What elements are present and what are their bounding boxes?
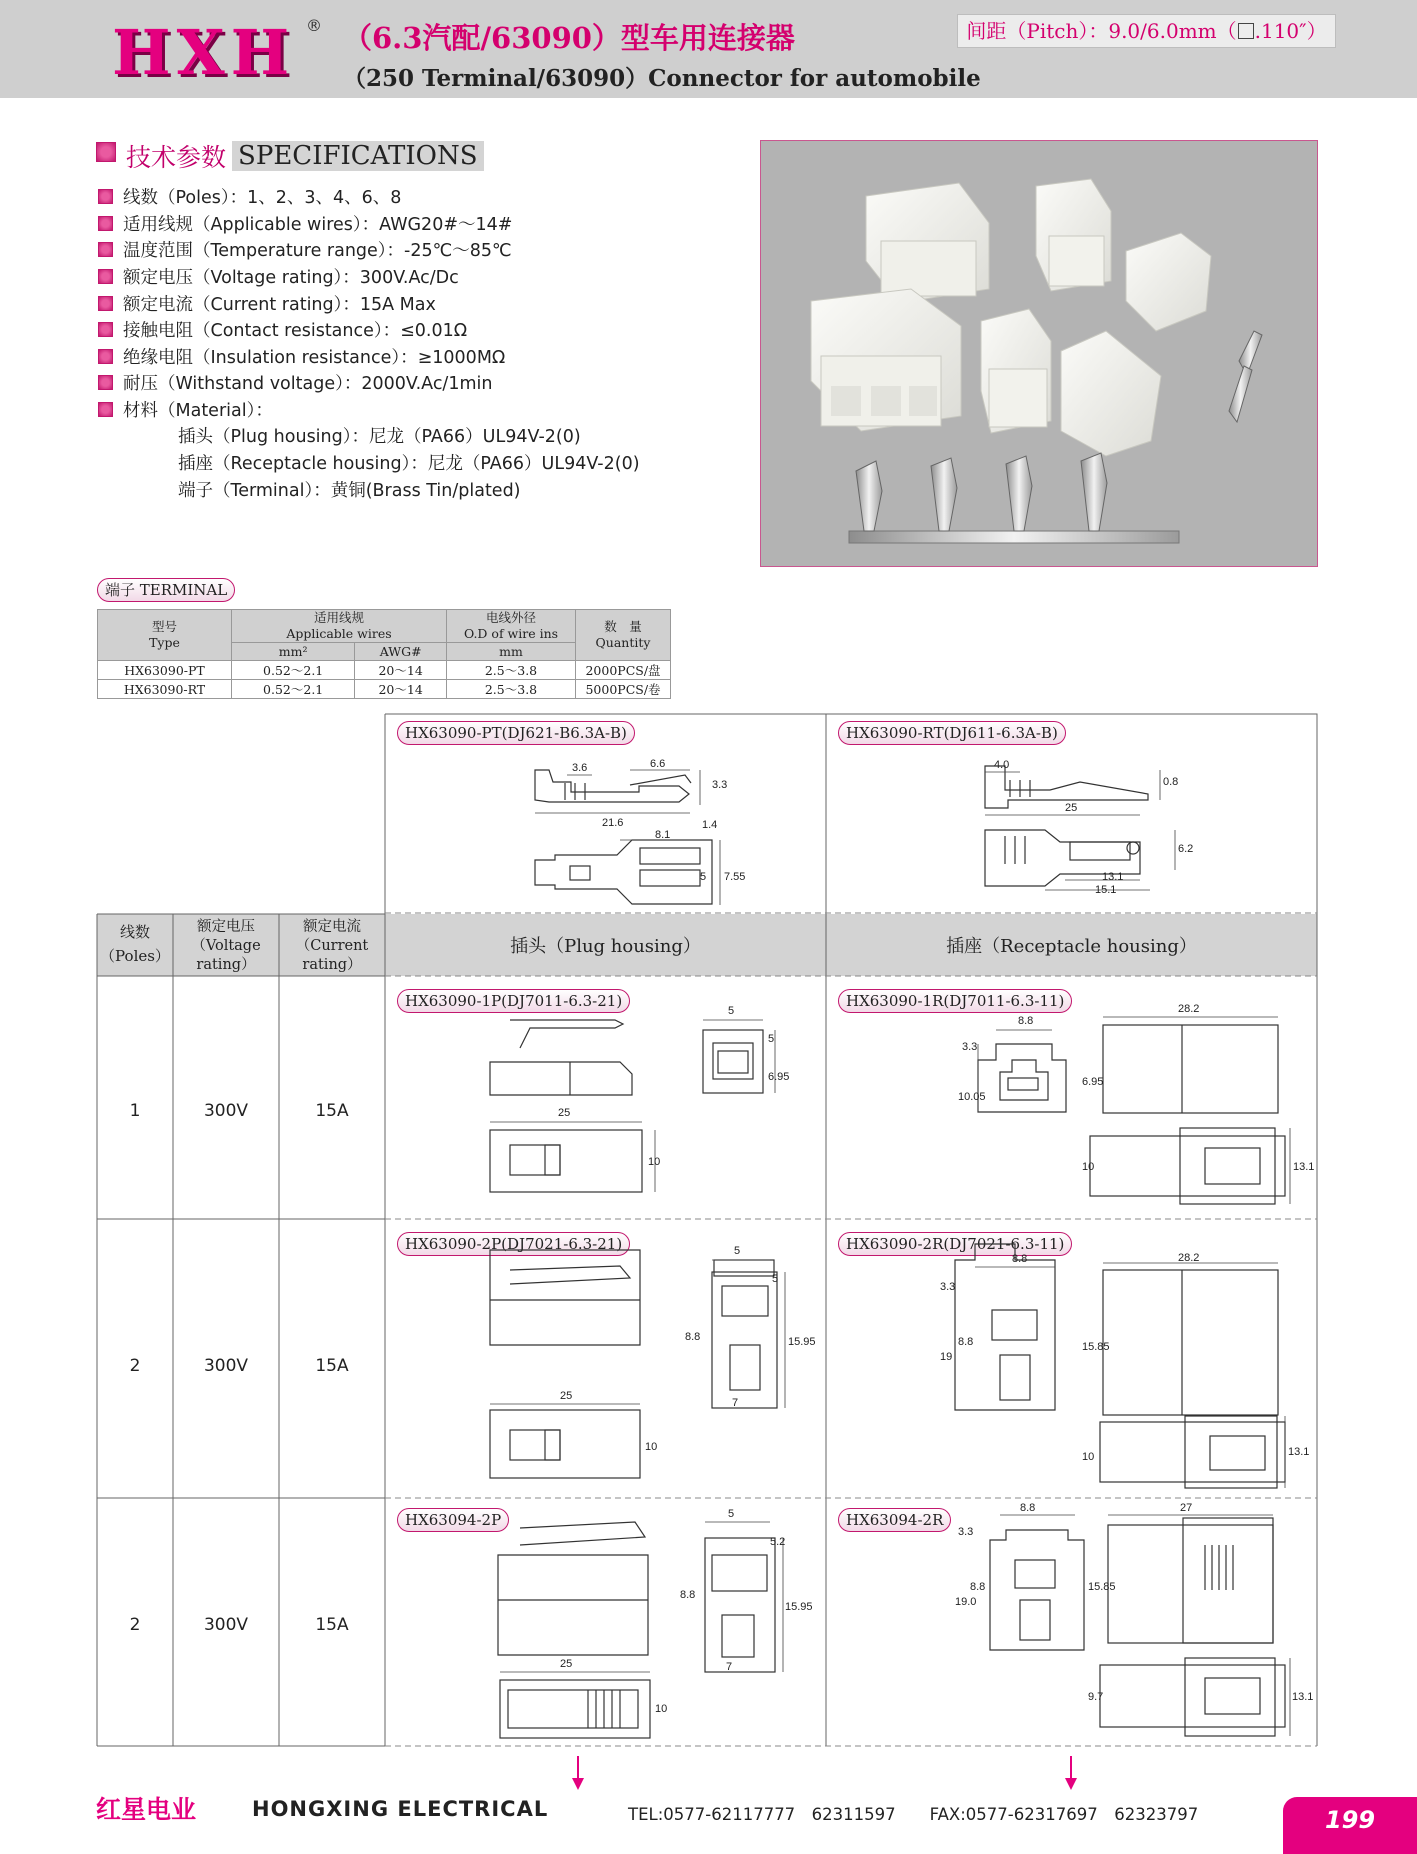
current-cell: 15A	[315, 1356, 349, 1376]
spec-text: 适用线规（Applicable wires）：AWG20#～14#	[123, 215, 513, 235]
receptacle-housing-header: 插座（Receptacle housing）	[946, 936, 1197, 957]
type-cell: HX63090-PT	[98, 661, 232, 680]
voltage-cell: 300V	[203, 1615, 249, 1635]
dim-label: 8.8	[970, 1581, 986, 1593]
down-arrow-icon	[572, 1756, 584, 1790]
spec-title-cn: 技术参数	[126, 143, 227, 172]
mm2-header: mm²	[232, 643, 355, 661]
plug-housing-header: 插头（Plug housing）	[510, 936, 701, 957]
dim-label: 8.8	[1020, 1502, 1036, 1514]
dim-label: 5	[734, 1245, 741, 1257]
dim-label: 3.3	[962, 1041, 978, 1053]
dim-label: 13.1	[1288, 1446, 1310, 1458]
poles-cell: 1	[129, 1101, 141, 1121]
poles-cell: 2	[129, 1356, 141, 1376]
mm-header: mm	[447, 643, 576, 661]
spec-text: 材料（Material）：	[123, 401, 273, 421]
dim-label: 10	[648, 1156, 661, 1168]
spec-text: 额定电压（Voltage rating）：300V.Ac/Dc	[123, 268, 459, 288]
dim-label: 28.2	[1178, 1003, 1200, 1015]
awg-cell: 20～14	[355, 680, 447, 699]
awg-cell: 20～14	[355, 661, 447, 680]
dim-label: 5	[768, 1033, 775, 1045]
dim-label: 6.6	[650, 758, 666, 770]
receptacle-2r-front-view	[955, 1244, 1055, 1410]
plug-2p-94-side-view	[498, 1522, 648, 1655]
dim-label: 5	[728, 1508, 735, 1520]
receptacle-2r-94-side-view	[1108, 1518, 1273, 1643]
plug-1p-side-view	[490, 1020, 632, 1095]
dim-label: 25	[1065, 802, 1078, 814]
plug-1p-front-view	[703, 1030, 763, 1093]
type-cell: HX63090-RT	[98, 680, 232, 699]
plug-model-label: HX63090-2P(DJ7021-6.3-21)	[397, 1232, 630, 1256]
spec-text: 耐压（Withstand voltage）：2000V.Ac/1min	[123, 374, 493, 394]
current-cell: 15A	[315, 1101, 349, 1121]
dim-label: 3.6	[572, 762, 588, 774]
page-number: 199	[1283, 1797, 1417, 1854]
dim-label: 7	[726, 1661, 733, 1673]
dim-label: 8.8	[685, 1331, 701, 1343]
dim-label: 28.2	[1178, 1252, 1200, 1264]
dim-label: 7	[732, 1397, 739, 1409]
voltage-header: 额定电压 （Voltage rating）	[191, 919, 261, 973]
dim-label: 6.2	[1178, 843, 1194, 855]
spec-title-en: SPECIFICATIONS	[232, 141, 484, 171]
spec-text: 接触电阻（Contact resistance）：≤0.01Ω	[123, 321, 468, 341]
qty-cell: 5000PCS/卷	[576, 680, 671, 699]
receptacle-1r-top-view	[1090, 1128, 1285, 1204]
dim-label: 3.3	[958, 1526, 974, 1538]
dim-label: 5	[772, 1273, 779, 1285]
od-cell: 2.5～3.8	[447, 680, 576, 699]
receptacle-model-label: HX63090-2R(DJ7021-6.3-11)	[838, 1232, 1072, 1256]
voltage-cell: 300V	[203, 1356, 249, 1376]
awg-header: AWG#	[355, 643, 447, 661]
page-title-en: （250 Terminal/63090）Connector for automobile	[343, 65, 981, 92]
od-header: 电线外径 O.D of wire ins	[447, 610, 576, 643]
dim-label: 3.3	[712, 779, 728, 791]
type-header: 型号 Type	[98, 610, 232, 661]
tel-text: TEL:0577-62117777 62311597	[628, 1805, 896, 1824]
plug-2p-top-view	[490, 1410, 640, 1478]
down-arrow-icon	[1065, 1756, 1077, 1790]
plug-model-label: HX63090-1P(DJ7011-6.3-21)	[397, 989, 630, 1013]
receptacle-1r-front-view	[978, 1044, 1066, 1112]
qty-header: 数 量 Quantity	[576, 610, 671, 661]
spec-text: 温度范围（Temperature range）：-25℃～85℃	[123, 241, 512, 261]
dim-label: 15.95	[785, 1601, 813, 1613]
current-header: 额定电流 （Current rating）	[295, 919, 369, 973]
spec-text: 绝缘电阻（Insulation resistance）：≥1000MΩ	[123, 348, 506, 368]
pitch-label: 间距（Pitch）：	[966, 19, 1109, 43]
receptacle-1r-side-view	[1103, 1025, 1278, 1113]
dim-label: 0.8	[1163, 776, 1179, 788]
dim-label: 8.8	[1018, 1015, 1034, 1027]
dim-label: 5	[700, 871, 707, 883]
dim-label: 10	[1082, 1451, 1095, 1463]
dim-label: 13.1	[1292, 1691, 1314, 1703]
dim-label: 19.0	[955, 1596, 977, 1608]
receptacle-2r-94-front-view	[990, 1530, 1084, 1650]
dim-label: 10	[645, 1441, 658, 1453]
voltage-cell: 300V	[203, 1101, 249, 1121]
material-item: 插头（Plug housing）：尼龙（PA66）UL94V-2(0)	[178, 427, 581, 447]
mm2-cell: 0.52～2.1	[232, 680, 355, 699]
fax-text: FAX:0577-62317697 62323797	[929, 1805, 1199, 1824]
dim-label: 5	[728, 1005, 735, 1017]
dim-label: 6.95	[768, 1071, 790, 1083]
dim-label: 15.85	[1082, 1341, 1110, 1353]
mm2-cell: 0.52～2.1	[232, 661, 355, 680]
contact-info	[628, 1801, 1198, 1825]
dim-label: 21.6	[602, 817, 624, 829]
receptacle-2r-94-top-view	[1100, 1658, 1285, 1736]
dim-label: 8.8	[1012, 1253, 1028, 1265]
plug-1p-top-view	[490, 1130, 642, 1192]
material-item: 插座（Receptacle housing）：尼龙（PA66）UL94V-2(0)	[178, 454, 640, 474]
dim-label: 8.1	[655, 829, 671, 841]
company-name-en: HONGXING ELECTRICAL	[252, 1797, 549, 1821]
poles-header: 线数 （Poles）	[100, 923, 170, 965]
dim-label: 15.1	[1095, 884, 1117, 896]
dim-label: 5.2	[770, 1536, 786, 1548]
dim-label: 15.95	[788, 1336, 816, 1348]
spec-text: 线数（Poles）：1、2、3、4、6、8	[123, 188, 402, 208]
pt-terminal-top-view	[535, 840, 712, 904]
pt-drawing-label: HX63090-PT(DJ621-B6.3A-B)	[397, 721, 635, 745]
terminal-tag-label: 端子 TERMINAL	[97, 578, 235, 602]
current-cell: 15A	[315, 1615, 349, 1635]
receptacle-model-label: HX63090-1R(DJ7011-6.3-11)	[838, 989, 1072, 1013]
plug-2p-side-view	[490, 1250, 640, 1345]
dim-label: 10	[1082, 1161, 1095, 1173]
page-title-cn: （6.3汽配/63090）型车用连接器	[343, 21, 795, 55]
dim-label: 13.1	[1102, 871, 1124, 883]
plug-2p-front-view	[712, 1260, 777, 1408]
dim-label: 8.8	[680, 1589, 696, 1601]
dim-label: 10	[655, 1703, 668, 1715]
spec-text: 额定电流（Current rating）：15A Max	[123, 295, 436, 315]
receptacle-2r-side-view	[1103, 1270, 1278, 1415]
pitch-value: 9.0/6.0mm（	[1108, 19, 1237, 43]
qty-cell: 2000PCS/盘	[576, 661, 671, 680]
dim-label: 6.95	[1082, 1076, 1104, 1088]
company-name-cn: 红星电业	[96, 1795, 197, 1824]
dim-label: 8.8	[958, 1336, 974, 1348]
od-cell: 2.5～3.8	[447, 661, 576, 680]
plug-2p-94-top-view	[500, 1680, 650, 1738]
brand-logo: HXH	[112, 16, 296, 89]
dim-label: 10.05	[958, 1091, 986, 1103]
plug-2p-94-front-view	[705, 1538, 775, 1672]
wires-header: 适用线规 Applicable wires	[232, 610, 447, 643]
poles-cell: 2	[129, 1615, 141, 1635]
dim-label: 7.55	[724, 871, 746, 883]
dim-label: 1.4	[702, 819, 718, 831]
dim-label: 25	[558, 1107, 571, 1119]
dim-label: 25	[560, 1390, 573, 1402]
receptacle-2r-top-view	[1100, 1416, 1285, 1488]
dim-label: 3.3	[940, 1281, 956, 1293]
dim-label: 25	[560, 1658, 573, 1670]
dim-label: 13.1	[1293, 1161, 1315, 1173]
pitch-suffix: .110″）	[1254, 19, 1327, 43]
plug-model-label: HX63094-2P	[397, 1508, 509, 1532]
dim-label: 4.0	[994, 759, 1010, 771]
dim-label: 9.7	[1088, 1691, 1104, 1703]
rt-drawing-label: HX63090-RT(DJ611-6.3A-B)	[838, 721, 1066, 745]
registered-mark: ®	[306, 16, 322, 35]
dim-label: 15.85	[1088, 1581, 1116, 1593]
pt-terminal-side-view	[535, 770, 691, 802]
receptacle-model-label: HX63094-2R	[838, 1508, 951, 1532]
material-item: 端子（Terminal）：黄铜(Brass Tin/plated)	[178, 481, 521, 501]
dim-label: 27	[1180, 1502, 1193, 1514]
dim-label: 19	[940, 1351, 953, 1363]
